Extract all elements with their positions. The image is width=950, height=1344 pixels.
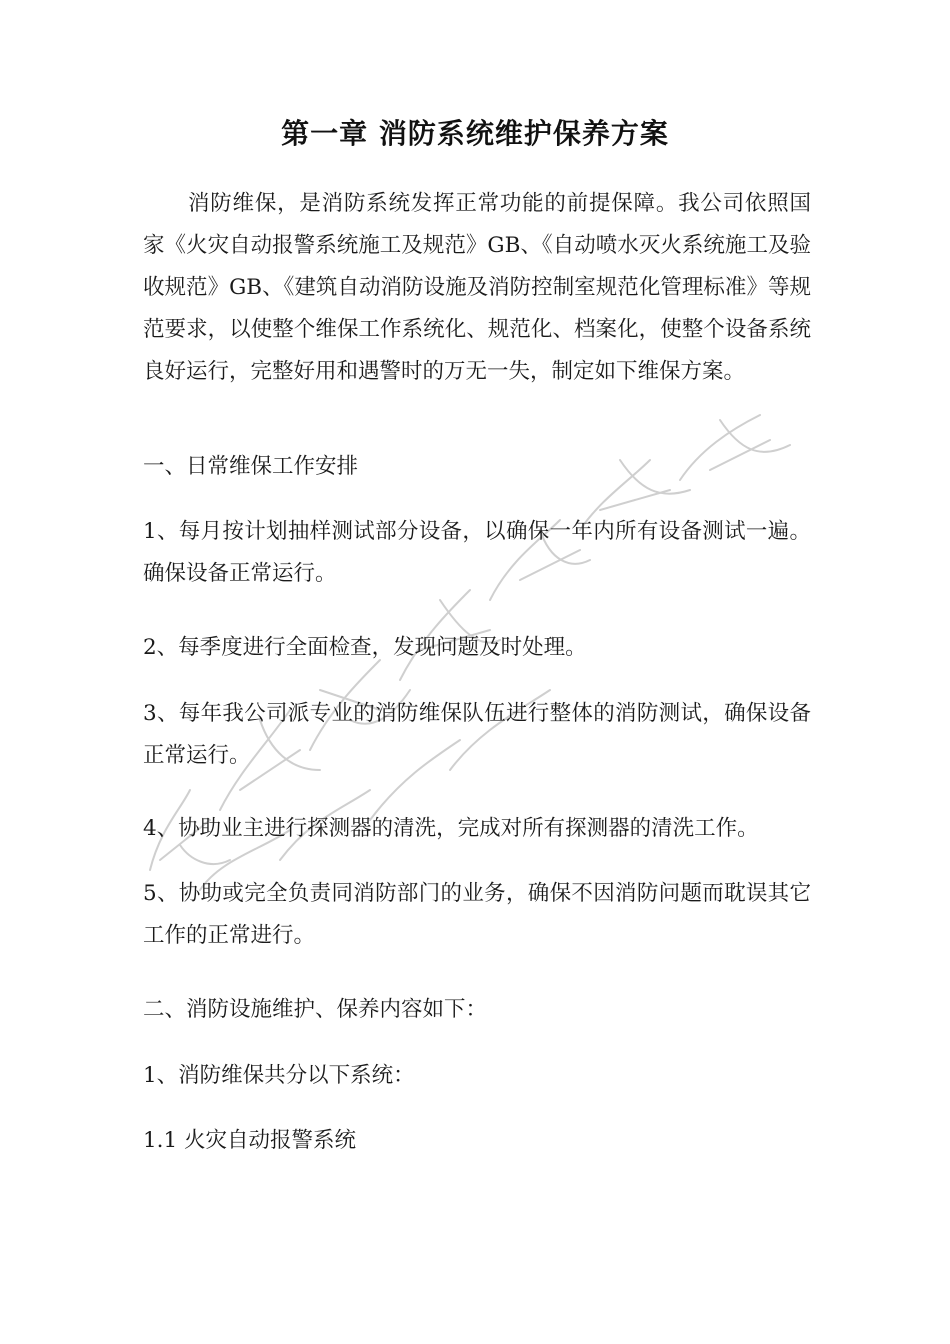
intro-paragraph: 消防维保，是消防系统发挥正常功能的前提保障。我公司依照国家《火灾自动报警系统施工及规范》GB、《自动喷水灭火系统施工及验收规范》GB、《建筑自动消防设施及消防控制室规范化管理标准》等规范要求，以使整个维保工作系统化、规范化、档案化，使整个设备系统良好运行，完整好用和遇警时的万无一失，制定如下维保方案。 [143,191,811,384]
list-item: 1、每月按计划抽样测试部分设备，以确保一年内所有设备测试一遍。确保设备正常运行。 [143,519,811,586]
list-item: 5、协助或完全负责同消防部门的业务，确保不因消防问题而耽误其它工作的正常进行。 [143,881,811,948]
list-item: 2、每季度进行全面检查，发现问题及时处理。 [143,635,587,660]
section-heading-2: 二、消防设施维护、保养内容如下： [143,997,488,1022]
list-item: 1、消防维保共分以下系统： [143,1063,415,1088]
list-item: 1.1 火灾自动报警系统 [143,1128,357,1153]
list-item: 4、协助业主进行探测器的清洗，完成对所有探测器的清洗工作。 [143,816,759,841]
page-title: 第一章 消防系统维护保养方案 [281,117,669,150]
section-heading-1: 一、日常维保工作安排 [143,454,359,479]
list-item: 3、每年我公司派专业的消防维保队伍进行整体的消防测试，确保设备正常运行。 [143,701,811,768]
